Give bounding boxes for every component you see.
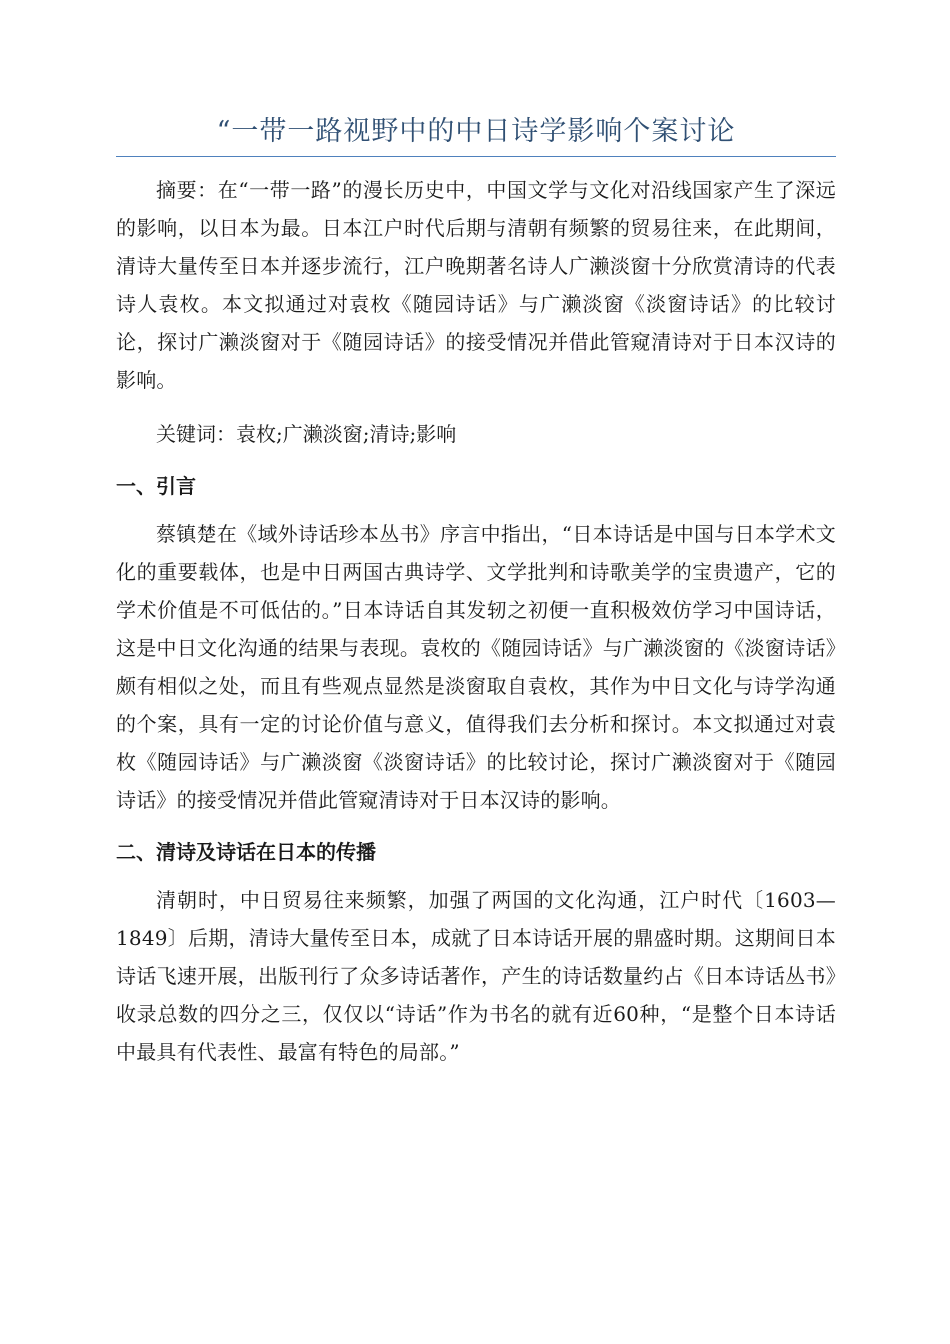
- transmission-paragraph: 清朝时，中日贸易往来频繁，加强了两国的文化沟通，江户时代〔1603—1849〕后期，清诗大量传至日本，成就了日本诗话开展的鼎盛时期。这期间日本诗话飞速开展，出版刊行了众多诗话著作，产生的诗话数量约占《日本诗话丛书》收录总数的四分之三，仅仅以“诗话”作为书名的就有近60种，“是整个日本诗话中最具有代表性、最富有特色的局部。”: [116, 888, 836, 1064]
- abstract-paragraph: 摘要：在“一带一路”的漫长历史中，中国文学与文化对沿线国家产生了深远的影响，以日本为最。日本江户时代后期与清朝有频繁的贸易往来，在此期间，清诗大量传至日本并逐步流行，江户晚期著名诗人广濑淡窗十分欣赏清诗的代表诗人袁枚。本文拟通过对袁枚《随园诗话》与广濑淡窗《淡窗诗话》的比较讨论，探讨广濑淡窗对于《随园诗话》的接受情况并借此管窥清诗对于日本汉诗的影响。: [116, 178, 836, 392]
- keywords-line: 关键词：袁枚;广濑淡窗;清诗;影响: [156, 422, 457, 446]
- section-heading-introduction: 一、引言: [116, 474, 196, 498]
- document-title: “一带一路视野中的中日诗学影响个案讨论: [216, 116, 736, 147]
- section-heading-transmission: 二、清诗及诗话在日本的传播: [116, 840, 376, 864]
- introduction-paragraph: 蔡镇楚在《域外诗话珍本丛书》序言中指出，“日本诗话是中国与日本学术文化的重要载体，也是中日两国古典诗学、文学批判和诗歌美学的宝贵遗产，它的学术价值是不可低估的。”日本诗话自其发轫之初便一直积极效仿学习中国诗话，这是中日文化沟通的结果与表现。袁枚的《随园诗话》与广濑淡窗的《淡窗诗话》颇有相似之处，而且有些观点显然是淡窗取自袁枚，其作为中日文化与诗学沟通的个案，具有一定的讨论价值与意义，值得我们去分析和探讨。本文拟通过对袁枚《随园诗话》与广濑淡窗《淡窗诗话》的比较讨论，探讨广濑淡窗对于《随园诗话》的接受情况并借此管窥清诗对于日本汉诗的影响。: [116, 522, 836, 812]
- document-page: [116, 112, 836, 1071]
- title-underline: [116, 156, 836, 157]
